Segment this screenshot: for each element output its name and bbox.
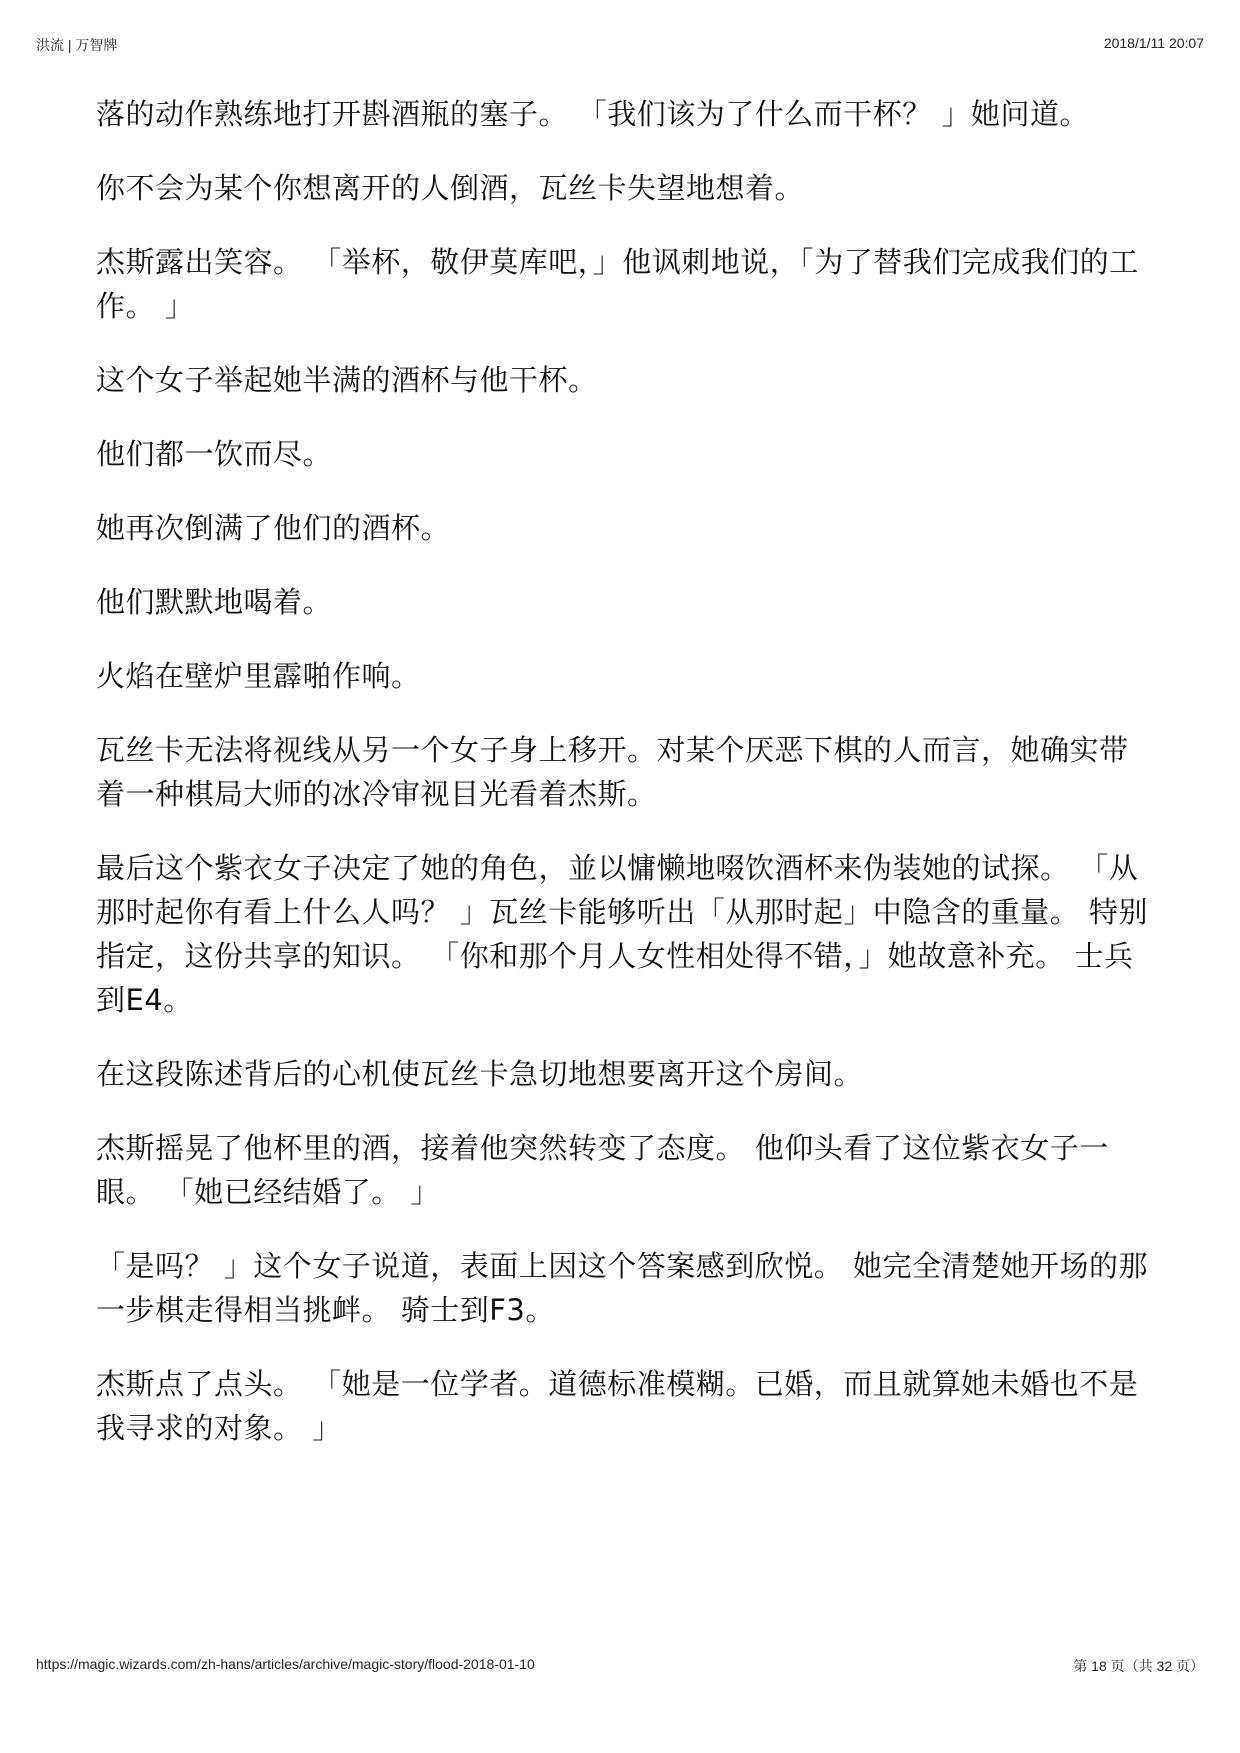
paragraph: 最后这个紫衣女子决定了她的角色，並以慵懒地啜饮酒杯来伪装她的试探。 「从那时起你有看上什么人吗？ 」瓦丝卡能够听出「从那时起」中隐含的重量。 特别指定，这份共享的知识。 「你和那个月人女性相处得不错，」她故意补充。 士兵到E4。	[96, 851, 1148, 1017]
print-datetime: 2018/1/11 20:07	[1103, 35, 1204, 51]
page-title: 洪流 | 万智牌	[36, 37, 118, 53]
paragraph: 他们都一饮而尽。	[96, 437, 333, 471]
paragraph: 「是吗？ 」这个女子说道，表面上因这个答案感到欣悦。 她完全清楚她开场的那一步棋走得相当挑衅。 骑士到F3。	[96, 1249, 1148, 1327]
paragraph: 你不会为某个你想离开的人倒酒，瓦丝卡失望地想着。	[96, 171, 805, 205]
print-header	[36, 35, 1204, 55]
paragraph: 落的动作熟练地打开斟酒瓶的塞子。 「我们该为了什么而干杯？ 」她问道。	[96, 97, 1089, 131]
paragraph: 杰斯露出笑容。 「举杯，敬伊莫库吧，」他讽刺地说，「为了替我们完成我们的工作。 」	[96, 245, 1139, 323]
paragraph: 这个女子举起她半满的酒杯与他干杯。	[96, 363, 598, 397]
paragraph: 杰斯点了点头。 「她是一位学者。道德标准模糊。已婚，而且就算她未婚也不是我寻求的对象。 」	[96, 1367, 1139, 1445]
paragraph: 他们默默地喝着。	[96, 585, 333, 619]
paragraph: 火焰在壁炉里霹啪作响。	[96, 659, 421, 693]
article-body	[96, 92, 1156, 1480]
paragraph: 在这段陈述背后的心机使瓦丝卡急切地想要离开这个房间。	[96, 1057, 864, 1091]
paragraph: 她再次倒满了他们的酒杯。	[96, 511, 451, 545]
paragraph: 杰斯摇晃了他杯里的酒，接着他突然转变了态度。 他仰头看了这位紫衣女子一眼。 「她已经结婚了。 」	[96, 1131, 1109, 1209]
print-footer	[36, 1656, 1204, 1676]
source-url: https://magic.wizards.com/zh-hans/articles/archive/magic-story/flood-2018-01-10	[36, 1656, 535, 1672]
paragraph: 瓦丝卡无法将视线从另一个女子身上移开。对某个厌恶下棋的人而言，她确实带着一种棋局大师的冰冷审视目光看着杰斯。	[96, 733, 1129, 811]
page-indicator: 第 18 页（共 32 页）	[1073, 1658, 1204, 1674]
